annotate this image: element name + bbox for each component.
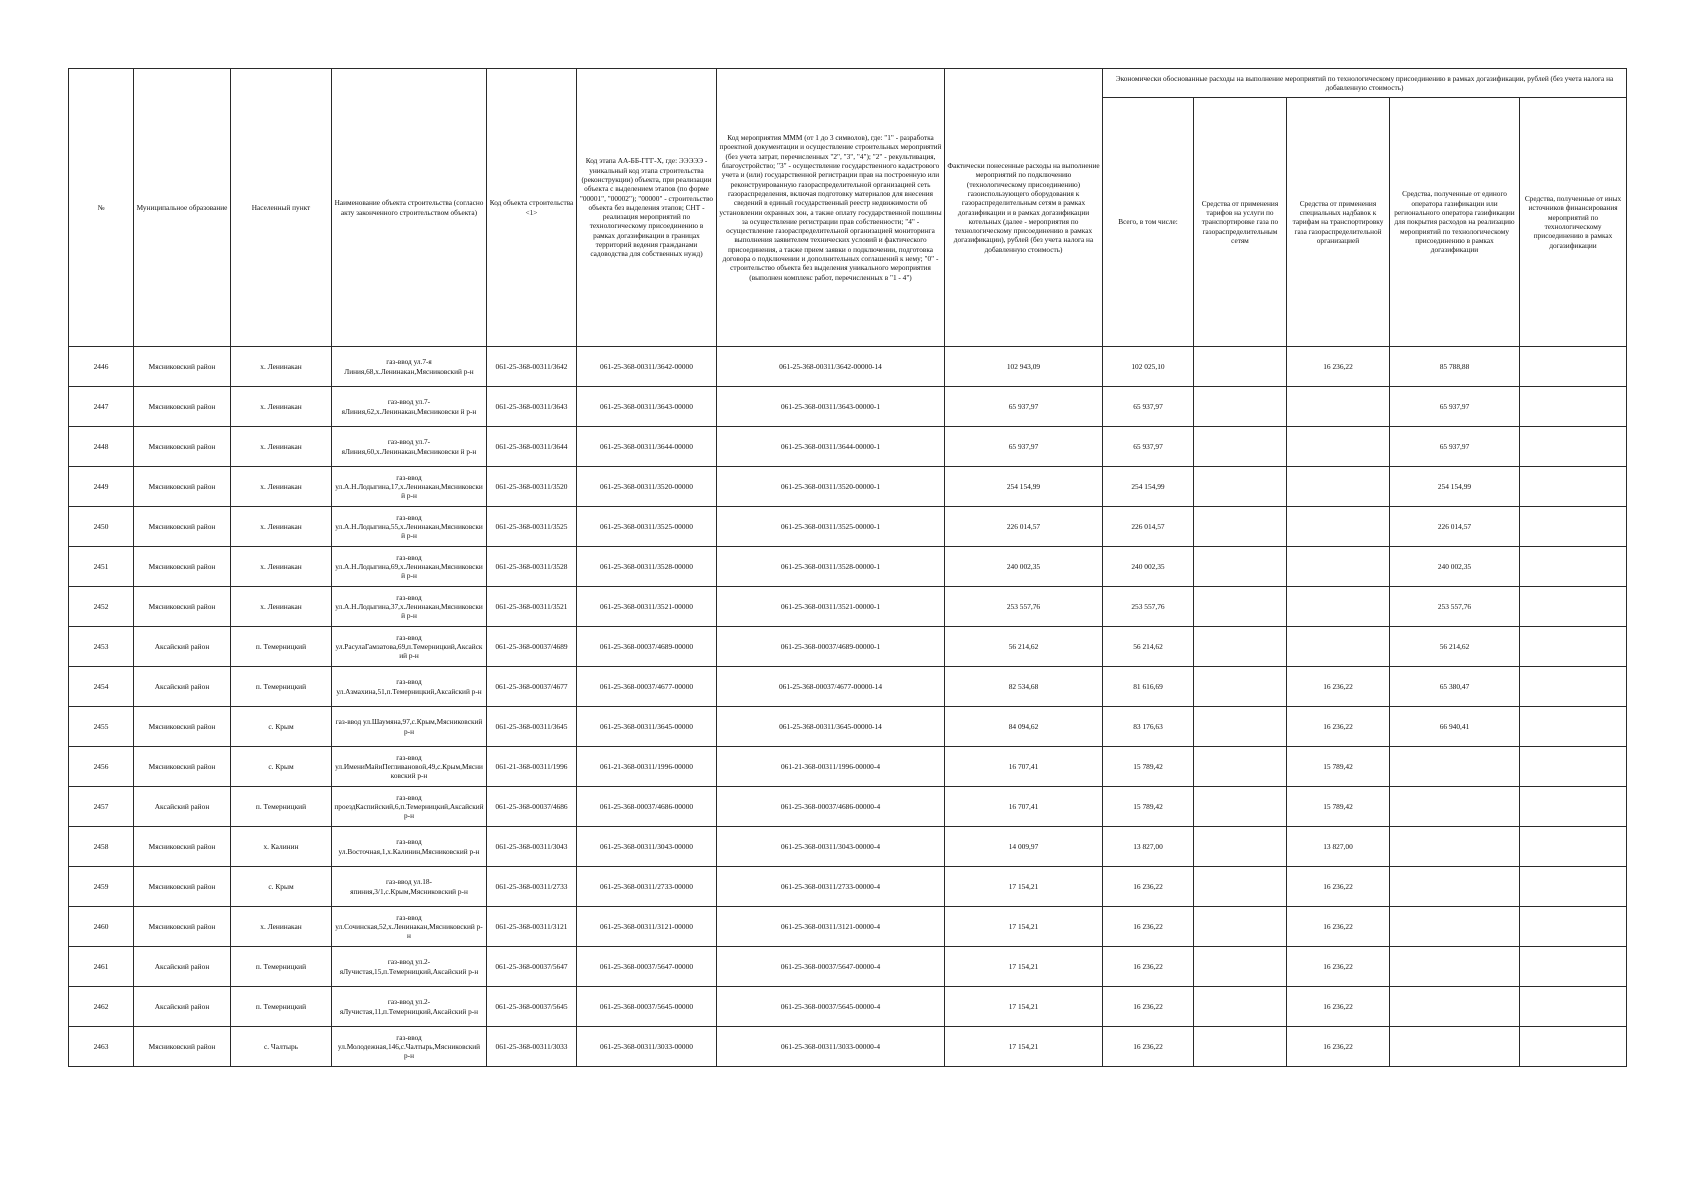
cell-actual-costs: 226 014,57 — [945, 507, 1103, 547]
cell-operator — [1390, 867, 1520, 907]
cell-total: 254 154,99 — [1103, 467, 1194, 507]
cell-tariffs — [1194, 867, 1287, 907]
table-row — [69, 427, 1627, 467]
cell-other — [1520, 947, 1627, 987]
cell-stage-code: 061-25-368-00037/4686-00000 — [577, 787, 717, 827]
cell-municipality: Мясниковский район — [134, 907, 231, 947]
cell-municipality: Аксайский район — [134, 947, 231, 987]
cell-actual-costs: 240 002,35 — [945, 547, 1103, 587]
header-settlement: Населенный пункт — [231, 69, 332, 347]
cell-object-code: 061-25-368-00311/3645 — [487, 707, 577, 747]
cell-object-name: газ-ввод ул.А.Н.Лодыгина,55,х.Ленинакан,Мясниковский р-н — [332, 507, 487, 547]
cell-special — [1287, 427, 1390, 467]
table-row — [69, 787, 1627, 827]
cell-num: 2452 — [69, 587, 134, 627]
cell-object-code: 061-25-368-00311/3033 — [487, 1027, 577, 1067]
cell-operator — [1390, 907, 1520, 947]
cell-tariffs — [1194, 387, 1287, 427]
cell-event-code: 061-25-368-00311/3121-00000-4 — [717, 907, 945, 947]
cell-stage-code: 061-25-368-00311/2733-00000 — [577, 867, 717, 907]
cell-municipality: Мясниковский район — [134, 587, 231, 627]
cell-tariffs — [1194, 587, 1287, 627]
cell-special — [1287, 467, 1390, 507]
cell-object-name: газ-ввод ул.Шаумяна,97,с.Крым,Мясниковский р-н — [332, 707, 487, 747]
cell-settlement: х. Ленинакан — [231, 387, 332, 427]
cell-other — [1520, 387, 1627, 427]
cell-operator: 254 154,99 — [1390, 467, 1520, 507]
cell-event-code: 061-25-368-00037/5647-00000-4 — [717, 947, 945, 987]
cell-other — [1520, 827, 1627, 867]
cell-other — [1520, 987, 1627, 1027]
table-body — [69, 347, 1627, 1067]
cell-actual-costs: 16 707,41 — [945, 747, 1103, 787]
cell-object-code: 061-25-368-00311/3521 — [487, 587, 577, 627]
cell-event-code: 061-25-368-00311/3642-00000-14 — [717, 347, 945, 387]
cell-special: 16 236,22 — [1287, 987, 1390, 1027]
cell-object-name: газ-ввод ул.7-яЛиния,62,х.Ленинакан,Мясниковски й р-н — [332, 387, 487, 427]
cell-total: 16 236,22 — [1103, 867, 1194, 907]
table-row — [69, 827, 1627, 867]
cell-special: 16 236,22 — [1287, 867, 1390, 907]
cell-object-code: 061-25-368-00311/3643 — [487, 387, 577, 427]
table-row — [69, 387, 1627, 427]
cell-object-name: газ-ввод ул.А.Н.Лодыгина,37,х.Ленинакан,Мясниковский р-н — [332, 587, 487, 627]
cell-settlement: х. Ленинакан — [231, 507, 332, 547]
cell-object-name: газ-ввод ул.РасулаГамзатова,69,п.Темерницкий,Аксайский р-н — [332, 627, 487, 667]
cell-num: 2448 — [69, 427, 134, 467]
table-row — [69, 867, 1627, 907]
cell-num: 2454 — [69, 667, 134, 707]
cell-object-code: 061-25-368-00037/4689 — [487, 627, 577, 667]
cell-event-code: 061-25-368-00311/3644-00000-1 — [717, 427, 945, 467]
cell-stage-code: 061-21-368-00311/1996-00000 — [577, 747, 717, 787]
cell-num: 2450 — [69, 507, 134, 547]
cell-tariffs — [1194, 907, 1287, 947]
cell-actual-costs: 65 937,97 — [945, 387, 1103, 427]
cell-special: 16 236,22 — [1287, 1027, 1390, 1067]
cell-operator: 253 557,76 — [1390, 587, 1520, 627]
cell-operator — [1390, 787, 1520, 827]
cell-settlement: п. Темерницкий — [231, 667, 332, 707]
cell-total: 102 025,10 — [1103, 347, 1194, 387]
cell-object-code: 061-25-368-00311/3520 — [487, 467, 577, 507]
header-actual-costs: Фактически понесенные расходы на выполнение мероприятий по подключению (технологическому присоединению) газоиспользующего оборудования к газораспределительным сетям в рамках догазификации и в рамках догазификации котельных (далее - мероприятия по технологическому присоединению в рамках догазификации), рублей (без учета налога на добавленную стоимость) — [945, 69, 1103, 347]
table-row — [69, 627, 1627, 667]
cell-special — [1287, 387, 1390, 427]
cell-tariffs — [1194, 707, 1287, 747]
cell-settlement: х. Ленинакан — [231, 907, 332, 947]
cell-actual-costs: 102 943,09 — [945, 347, 1103, 387]
table-row — [69, 1027, 1627, 1067]
cell-municipality: Аксайский район — [134, 787, 231, 827]
cell-operator: 65 937,97 — [1390, 427, 1520, 467]
table-row — [69, 547, 1627, 587]
cell-tariffs — [1194, 787, 1287, 827]
cell-municipality: Мясниковский район — [134, 387, 231, 427]
cell-stage-code: 061-25-368-00311/3043-00000 — [577, 827, 717, 867]
cell-object-name: газ-ввод ул.Молодежная,146,с.Чалтырь,Мясниковский р-н — [332, 1027, 487, 1067]
cell-tariffs — [1194, 1027, 1287, 1067]
cell-other — [1520, 507, 1627, 547]
cell-settlement: п. Темерницкий — [231, 627, 332, 667]
cell-stage-code: 061-25-368-00311/3525-00000 — [577, 507, 717, 547]
cell-special: 16 236,22 — [1287, 707, 1390, 747]
cell-tariffs — [1194, 747, 1287, 787]
cell-object-code: 061-25-368-00037/5647 — [487, 947, 577, 987]
cell-object-code: 061-25-368-00311/3121 — [487, 907, 577, 947]
cell-object-name: газ-ввод ул.А.Н.Лодыгина,17,х.Ленинакан,Мясниковский р-н — [332, 467, 487, 507]
cell-special: 16 236,22 — [1287, 347, 1390, 387]
table-row — [69, 667, 1627, 707]
cell-settlement: с. Крым — [231, 867, 332, 907]
cell-stage-code: 061-25-368-00037/4689-00000 — [577, 627, 717, 667]
header-sub-other: Средства, полученные от иных источников финансирования мероприятий по технологическому присоединению в рамках догазификации — [1520, 98, 1627, 347]
cell-municipality: Мясниковский район — [134, 747, 231, 787]
cell-event-code: 061-25-368-00311/2733-00000-4 — [717, 867, 945, 907]
cell-operator — [1390, 987, 1520, 1027]
cell-stage-code: 061-25-368-00311/3644-00000 — [577, 427, 717, 467]
cell-object-name: газ-ввод ул.7-я Линия,68,х.Ленинакан,Мясниковский р-н — [332, 347, 487, 387]
cell-operator: 65 937,97 — [1390, 387, 1520, 427]
cell-municipality: Аксайский район — [134, 667, 231, 707]
cell-other — [1520, 467, 1627, 507]
cell-object-code: 061-25-368-00037/5645 — [487, 987, 577, 1027]
cell-num: 2449 — [69, 467, 134, 507]
cell-object-name: газ-ввод ул.Восточная,1,х.Калинин,Мясниковский р-н — [332, 827, 487, 867]
cell-event-code: 061-25-368-00311/3528-00000-1 — [717, 547, 945, 587]
cell-num: 2459 — [69, 867, 134, 907]
cell-object-code: 061-21-368-00311/1996 — [487, 747, 577, 787]
table-row — [69, 347, 1627, 387]
cell-tariffs — [1194, 427, 1287, 467]
cell-object-name: газ-ввод ул.18-япиния,3/1,с.Крым,Мясниковский р-н — [332, 867, 487, 907]
cell-total: 16 236,22 — [1103, 1027, 1194, 1067]
cell-municipality: Мясниковский район — [134, 1027, 231, 1067]
cell-tariffs — [1194, 987, 1287, 1027]
cell-object-code: 061-25-368-00311/2733 — [487, 867, 577, 907]
cell-other — [1520, 867, 1627, 907]
cell-num: 2456 — [69, 747, 134, 787]
table-row — [69, 707, 1627, 747]
header-stage-code: Код этапа АА-ББ-ГГГ-Х, где: ЭЭЭЭЭ - уникальный код этапа строительства (реконструкции) объекта, при реализации объекта с выделением этапов (по форме "00001", "00002"); "00000" - строительство объекта без выделения этапов; СНТ - реализация мероприятий по технологическому присоединению в рамках догазификации в границах территорий ведения гражданами садоводства для собственных нужд) — [577, 69, 717, 347]
table-row — [69, 907, 1627, 947]
cell-other — [1520, 707, 1627, 747]
cell-num: 2458 — [69, 827, 134, 867]
cell-special — [1287, 547, 1390, 587]
cell-municipality: Мясниковский район — [134, 427, 231, 467]
header-municipality: Муниципальное образование — [134, 69, 231, 347]
cell-total: 15 789,42 — [1103, 787, 1194, 827]
cell-total: 16 236,22 — [1103, 907, 1194, 947]
cell-operator: 65 380,47 — [1390, 667, 1520, 707]
cell-total: 65 937,97 — [1103, 427, 1194, 467]
cell-stage-code: 061-25-368-00311/3121-00000 — [577, 907, 717, 947]
cell-object-code: 061-25-368-00037/4686 — [487, 787, 577, 827]
cell-event-code: 061-25-368-00311/3033-00000-4 — [717, 1027, 945, 1067]
cell-total: 65 937,97 — [1103, 387, 1194, 427]
cell-settlement: х. Ленинакан — [231, 547, 332, 587]
cell-special: 16 236,22 — [1287, 907, 1390, 947]
cell-special — [1287, 627, 1390, 667]
cell-event-code: 061-25-368-00311/3521-00000-1 — [717, 587, 945, 627]
cell-settlement: п. Темерницкий — [231, 987, 332, 1027]
cell-tariffs — [1194, 507, 1287, 547]
cell-special — [1287, 507, 1390, 547]
cell-settlement: х. Ленинакан — [231, 587, 332, 627]
cell-event-code: 061-25-368-00311/3520-00000-1 — [717, 467, 945, 507]
cell-tariffs — [1194, 547, 1287, 587]
cell-municipality: Мясниковский район — [134, 507, 231, 547]
cell-object-code: 061-25-368-00311/3642 — [487, 347, 577, 387]
cell-stage-code: 061-25-368-00311/3643-00000 — [577, 387, 717, 427]
cell-settlement: х. Ленинакан — [231, 427, 332, 467]
cell-other — [1520, 787, 1627, 827]
cell-actual-costs: 253 557,76 — [945, 587, 1103, 627]
table-row — [69, 467, 1627, 507]
cell-object-code: 061-25-368-00311/3528 — [487, 547, 577, 587]
cell-object-name: газ-ввод проездКаспийский,6,п.Темерницкий,Аксайский р-н — [332, 787, 487, 827]
cell-tariffs — [1194, 347, 1287, 387]
header-sub-tariffs: Средства от применения тарифов на услуги по транспортировке газа по газораспределительным сетям — [1194, 98, 1287, 347]
cell-total: 15 789,42 — [1103, 747, 1194, 787]
cell-object-code: 061-25-368-00311/3525 — [487, 507, 577, 547]
cell-actual-costs: 14 009,97 — [945, 827, 1103, 867]
cell-tariffs — [1194, 947, 1287, 987]
cell-operator: 226 014,57 — [1390, 507, 1520, 547]
cell-total: 253 557,76 — [1103, 587, 1194, 627]
cell-actual-costs: 56 214,62 — [945, 627, 1103, 667]
cell-stage-code: 061-25-368-00037/5645-00000 — [577, 987, 717, 1027]
cell-event-code: 061-25-368-00037/4686-00000-4 — [717, 787, 945, 827]
cell-actual-costs: 254 154,99 — [945, 467, 1103, 507]
cell-other — [1520, 627, 1627, 667]
cell-event-code: 061-25-368-00037/4689-00000-1 — [717, 627, 945, 667]
cell-object-name: газ-ввод ул.7-яЛиния,60,х.Ленинакан,Мясниковски й р-н — [332, 427, 487, 467]
cell-settlement: с. Крым — [231, 707, 332, 747]
cell-actual-costs: 17 154,21 — [945, 1027, 1103, 1067]
cell-num: 2462 — [69, 987, 134, 1027]
cell-tariffs — [1194, 627, 1287, 667]
cell-settlement: х. Ленинакан — [231, 467, 332, 507]
header-sub-operator: Средства, полученные от единого оператора газификации или регионального оператора газификации для покрытия расходов на реализацию мероприятий по технологическому присоединению в рамках догазификации — [1390, 98, 1520, 347]
cell-settlement: х. Калинин — [231, 827, 332, 867]
table-header — [69, 69, 1627, 347]
header-sub-total: Всего, в том числе: — [1103, 98, 1194, 347]
table-row — [69, 507, 1627, 547]
cell-stage-code: 061-25-368-00311/3642-00000 — [577, 347, 717, 387]
cell-total: 16 236,22 — [1103, 947, 1194, 987]
cell-num: 2451 — [69, 547, 134, 587]
cell-stage-code: 061-25-368-00311/3520-00000 — [577, 467, 717, 507]
cell-tariffs — [1194, 827, 1287, 867]
cell-tariffs — [1194, 667, 1287, 707]
cell-other — [1520, 547, 1627, 587]
cell-num: 2447 — [69, 387, 134, 427]
cell-total: 13 827,00 — [1103, 827, 1194, 867]
cell-stage-code: 061-25-368-00311/3645-00000 — [577, 707, 717, 747]
cell-settlement: п. Темерницкий — [231, 947, 332, 987]
cell-object-code: 061-25-368-00311/3644 — [487, 427, 577, 467]
cell-operator: 66 940,41 — [1390, 707, 1520, 747]
cell-num: 2455 — [69, 707, 134, 747]
cell-other — [1520, 747, 1627, 787]
cell-operator — [1390, 1027, 1520, 1067]
cell-total: 81 616,69 — [1103, 667, 1194, 707]
cell-other — [1520, 667, 1627, 707]
cell-object-code: 061-25-368-00037/4677 — [487, 667, 577, 707]
cell-settlement: с. Крым — [231, 747, 332, 787]
cell-total: 16 236,22 — [1103, 987, 1194, 1027]
cell-municipality: Мясниковский район — [134, 547, 231, 587]
cell-object-name: газ-ввод ул.Сочинская,52,х.Ленинакан,Мясниковский р-н — [332, 907, 487, 947]
header-event-code: Код мероприятия МММ (от 1 до 3 символов), где: "1" - разработка проектной документации и осуществление строительных мероприятий (без учета затрат, перечисленных "2", "3", "4"); "2" - рекультивация, благоустройство; "3" - осуществление государственного кадастрового учета и (или) государственной регистрации прав на построенную или реконструированную газораспределительной организацией сеть газораспределения, включая подготовку материалов для внесения сведений в единый государственный реестр недвижимости об установлении охранных зон, а также оплату государственной пошлины за осуществление регистрации прав собственности; "4" - осуществление газораспределительной организацией мониторинга выполнения заявителем технических условий и фактического присоединения, а также прием заявки о подключении, подготовка договора о подключении и дополнительных соглашений к нему; "0" - строительство объекта без выделения уникального мероприятия (выполнен комплекс работ, перечисленных в "1 - 4") — [717, 69, 945, 347]
report-table — [68, 68, 1627, 1067]
cell-operator: 240 002,35 — [1390, 547, 1520, 587]
cell-num: 2453 — [69, 627, 134, 667]
cell-total: 56 214,62 — [1103, 627, 1194, 667]
cell-municipality: Мясниковский район — [134, 867, 231, 907]
cell-other — [1520, 907, 1627, 947]
cell-num: 2460 — [69, 907, 134, 947]
cell-municipality: Мясниковский район — [134, 347, 231, 387]
cell-num: 2461 — [69, 947, 134, 987]
header-num: № — [69, 69, 134, 347]
cell-stage-code: 061-25-368-00037/5647-00000 — [577, 947, 717, 987]
cell-other — [1520, 587, 1627, 627]
table-row — [69, 947, 1627, 987]
cell-other — [1520, 1027, 1627, 1067]
cell-actual-costs: 17 154,21 — [945, 987, 1103, 1027]
cell-stage-code: 061-25-368-00311/3521-00000 — [577, 587, 717, 627]
table-row — [69, 987, 1627, 1027]
cell-special: 15 789,42 — [1287, 747, 1390, 787]
cell-actual-costs: 82 534,68 — [945, 667, 1103, 707]
cell-object-name: газ-ввод ул.А.Н.Лодыгина,69,х.Ленинакан,Мясниковский р-н — [332, 547, 487, 587]
cell-special: 15 789,42 — [1287, 787, 1390, 827]
cell-num: 2463 — [69, 1027, 134, 1067]
cell-operator: 56 214,62 — [1390, 627, 1520, 667]
cell-special: 13 827,00 — [1287, 827, 1390, 867]
cell-municipality: Аксайский район — [134, 627, 231, 667]
cell-total: 240 002,35 — [1103, 547, 1194, 587]
cell-municipality: Аксайский район — [134, 987, 231, 1027]
cell-other — [1520, 427, 1627, 467]
cell-total: 83 176,63 — [1103, 707, 1194, 747]
header-sub-special: Средства от применения специальных надбавок к тарифам на транспортировку газа газораспределительной организацией — [1287, 98, 1390, 347]
cell-municipality: Мясниковский район — [134, 707, 231, 747]
cell-actual-costs: 65 937,97 — [945, 427, 1103, 467]
cell-special — [1287, 587, 1390, 627]
cell-object-name: газ-ввод ул.2-яЛучистая,15,п.Темерницкий,Аксайский р-н — [332, 947, 487, 987]
table-row — [69, 587, 1627, 627]
cell-operator — [1390, 947, 1520, 987]
cell-total: 226 014,57 — [1103, 507, 1194, 547]
cell-event-code: 061-25-368-00311/3645-00000-14 — [717, 707, 945, 747]
cell-actual-costs: 17 154,21 — [945, 947, 1103, 987]
cell-event-code: 061-25-368-00311/3643-00000-1 — [717, 387, 945, 427]
cell-object-name: газ-ввод ул.Азмахина,51,п.Темерницкий,Аксайский р-н — [332, 667, 487, 707]
cell-actual-costs: 84 094,62 — [945, 707, 1103, 747]
cell-settlement: с. Чалтырь — [231, 1027, 332, 1067]
cell-tariffs — [1194, 467, 1287, 507]
cell-object-code: 061-25-368-00311/3043 — [487, 827, 577, 867]
cell-actual-costs: 17 154,21 — [945, 867, 1103, 907]
cell-event-code: 061-25-368-00037/5645-00000-4 — [717, 987, 945, 1027]
data-sheet — [68, 68, 1627, 1067]
cell-event-code: 061-25-368-00037/4677-00000-14 — [717, 667, 945, 707]
cell-event-code: 061-21-368-00311/1996-00000-4 — [717, 747, 945, 787]
header-object-code: Код объекта строительства <1> — [487, 69, 577, 347]
cell-num: 2457 — [69, 787, 134, 827]
cell-num: 2446 — [69, 347, 134, 387]
cell-settlement: х. Ленинакан — [231, 347, 332, 387]
table-row — [69, 747, 1627, 787]
cell-operator — [1390, 747, 1520, 787]
header-group-title: Экономически обоснованные расходы на выполнение мероприятий по технологическому присоединению в рамках догазификации, рублей (без учета налога на добавленную стоимость) — [1103, 69, 1627, 98]
cell-actual-costs: 17 154,21 — [945, 907, 1103, 947]
cell-stage-code: 061-25-368-00311/3033-00000 — [577, 1027, 717, 1067]
cell-stage-code: 061-25-368-00311/3528-00000 — [577, 547, 717, 587]
cell-operator — [1390, 827, 1520, 867]
cell-event-code: 061-25-368-00311/3043-00000-4 — [717, 827, 945, 867]
cell-special: 16 236,22 — [1287, 667, 1390, 707]
cell-object-name: газ-ввод ул.ИмениМайиПегливановой,49,с.Крым,Мясниковский р-н — [332, 747, 487, 787]
cell-stage-code: 061-25-368-00037/4677-00000 — [577, 667, 717, 707]
cell-operator: 85 788,88 — [1390, 347, 1520, 387]
cell-other — [1520, 347, 1627, 387]
cell-event-code: 061-25-368-00311/3525-00000-1 — [717, 507, 945, 547]
cell-municipality: Мясниковский район — [134, 467, 231, 507]
cell-actual-costs: 16 707,41 — [945, 787, 1103, 827]
cell-settlement: п. Темерницкий — [231, 787, 332, 827]
cell-object-name: газ-ввод ул.2-яЛучистая,11,п.Темерницкий,Аксайский р-н — [332, 987, 487, 1027]
header-object-name: Наименование объекта строительства (согласно акту законченного строительством объекта) — [332, 69, 487, 347]
cell-municipality: Мясниковский район — [134, 827, 231, 867]
cell-special: 16 236,22 — [1287, 947, 1390, 987]
